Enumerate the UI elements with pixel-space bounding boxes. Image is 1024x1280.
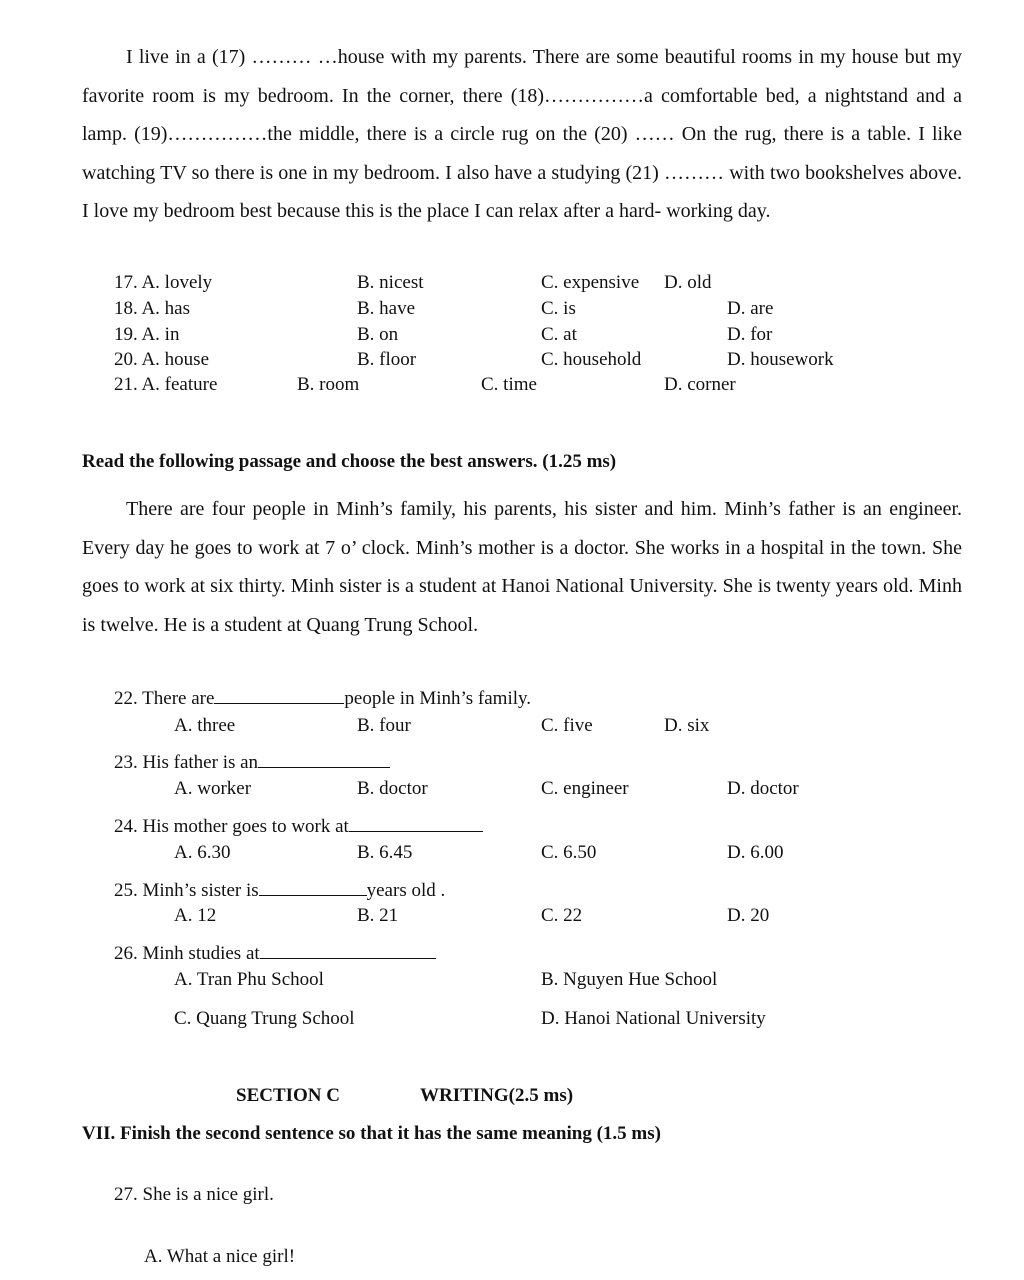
q26-option-c: C. Quang Trung School [174,1008,355,1029]
q25-option-c: C. 22 [541,905,583,926]
q23-option-b: B. doctor [357,778,428,799]
q17-option-d: D. old [664,272,712,293]
q17-option-b: B. nicest [357,272,424,293]
q19-option-a: 19. A. in [114,324,180,345]
q18-option-b: B. have [357,298,416,319]
q20-option-b: B. floor [357,349,417,370]
q25-prefix: 25. Minh’s sister is [114,880,259,901]
q22-stem [114,688,531,710]
q25-suffix: years old . [366,880,446,901]
q23-stem [114,752,390,774]
passage-1: I live in a (17) ……… …house with my parents. There are some beautiful rooms in my house but my favorite room is my bedroom. In the corner, there (18)……………a comfortable bed, a nightstand and a lamp. (19)……………the middle, there is a circle rug on the (20) …… On the rug, there is a table. I like watching TV so there is one in my bedroom. I also have a studying (21) ……… with two bookshelves above. I love my bedroom best because this is the place I can relax after a hard- working day. [82,46,962,222]
q24-option-d: D. 6.00 [727,842,784,863]
q19-option-b: B. on [357,324,399,345]
q24-blank[interactable] [349,817,483,832]
q18-option-c: C. is [541,298,576,319]
q26-prefix: 26. Minh studies at [114,943,260,964]
q23-option-d: D. doctor [727,778,799,799]
q21-option-c: C. time [481,374,537,395]
q22-blank[interactable] [214,689,344,704]
q27-answer: A. What a nice girl! [144,1246,296,1267]
q17-option-a: 17. A. lovely [114,272,213,293]
passage-2: There are four people in Minh’s family, his parents, his sister and him. Minh’s father is an engineer. Every day he goes to work at 7 o’ clock. Minh’s mother is a doctor. She works in a hospital in the town. She goes to work at six thirty. Minh sister is a student at Hanoi National University. She is twenty years old. Minh is twelve. He is a student at Quang Trung School. [82,498,962,636]
q24-stem [114,816,483,838]
q21-option-b: B. room [297,374,360,395]
q21-option-a: 21. A. feature [114,374,218,395]
q23-blank[interactable] [258,753,390,768]
q21-option-d: D. corner [664,374,736,395]
q27-sentence: 27. She is a nice girl. [114,1184,274,1205]
q25-option-d: D. 20 [727,905,770,926]
section-vii-heading: VII. Finish the second sentence so that it has the same meaning (1.5 ms) [82,1123,661,1144]
q26-option-d: D. Hanoi National University [541,1008,766,1029]
q22-option-d: D. six [664,715,710,736]
q26-blank[interactable] [260,944,436,959]
q20-option-d: D. housework [727,349,834,370]
q22-option-a: A. three [174,715,236,736]
q22-suffix: people in Minh’s family. [344,688,532,709]
q24-option-c: C. 6.50 [541,842,597,863]
q18-option-a: 18. A. has [114,298,190,319]
q26-option-a: A. Tran Phu School [174,969,324,990]
q24-option-b: B. 6.45 [357,842,413,863]
q18-option-d: D. are [727,298,774,319]
writing-heading: WRITING(2.5 ms) [420,1085,574,1106]
q20-option-c: C. household [541,349,642,370]
q24-option-a: A. 6.30 [174,842,231,863]
q23-prefix: 23. His father is an [114,752,259,773]
q25-option-b: B. 21 [357,905,399,926]
q25-option-a: A. 12 [174,905,217,926]
section-c-label: SECTION C [236,1085,340,1106]
q22-option-b: B. four [357,715,411,736]
q24-prefix: 24. His mother goes to work at [114,816,349,837]
q25-blank[interactable] [259,881,367,896]
q19-option-d: D. for [727,324,773,345]
q26-stem [114,943,436,965]
q23-option-a: A. worker [174,778,252,799]
q19-option-c: C. at [541,324,577,345]
q25-stem [114,880,445,902]
q22-option-c: C. five [541,715,593,736]
q20-option-a: 20. A. house [114,349,209,370]
q22-prefix: 22. There are [114,688,215,709]
q23-option-c: C. engineer [541,778,629,799]
q17-option-c: C. expensive [541,272,640,293]
reading-heading: Read the following passage and choose the best answers. (1.25 ms) [82,451,617,472]
q26-option-b: B. Nguyen Hue School [541,969,718,990]
